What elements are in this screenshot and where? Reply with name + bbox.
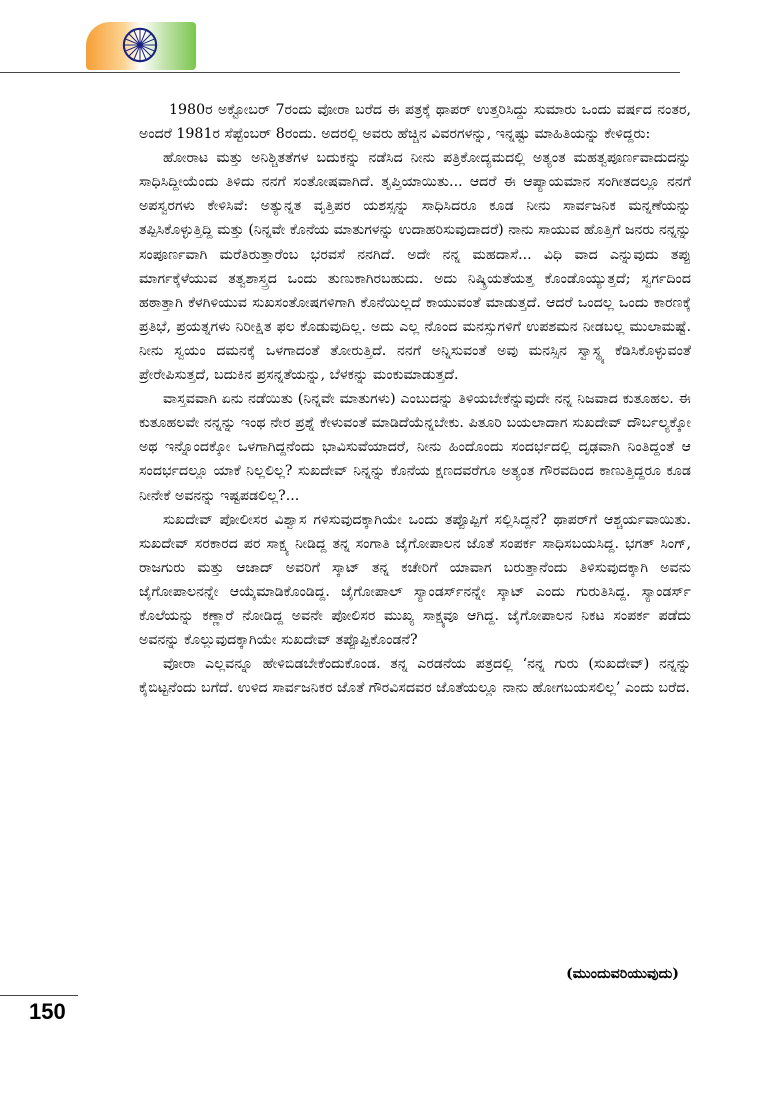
ashoka-chakra-icon [121,26,159,64]
header-rule [0,72,680,73]
paragraph: ಹೋರಾಟ ಮತ್ತು ಅನಿಶ್ಚಿತತೆಗಳ ಬದುಕನ್ನು ನಡೆಸಿದ ನೀನು ಪತ್ರಿಕೋದ್ಯಮದಲ್ಲಿ ಅತ್ಯಂತ ಮಹತ್ವಪೂರ್ಣವಾದುದನ್ನು ಸಾಧಿಸಿದ್ದೀಯೆಂದು ತಿಳಿದು ನನಗೆ ಸಂತೋಷವಾಗಿದೆ. ತೃಪ್ತಿಯಾಯಿತು... ಆದರೆ ಈ ಆಪ್ಯಾಯಮಾನ ಸಂಗೀತದಲ್ಲೂ ನನಗೆ ಅಪಸ್ವರಗಳು ಕೇಳಿಸಿವೆ: ಅತ್ಯುನ್ನತ ವೃತ್ತಿಪರ ಯಶಸ್ಸನ್ನು ಸಾಧಿಸಿದರೂ ಕೂಡ ನೀನು ಸಾರ್ವಜನಿಕ ಮನ್ನಣೆಯನ್ನು ತಪ್ಪಿಸಿಕೊಳ್ಳುತ್ತಿದ್ದಿ ಮತ್ತು (ನಿನ್ನವೇ ಕೊನೆಯ ಮಾತುಗಳನ್ನು ಉದಾಹರಿಸುವುದಾದರೆ) ನಾನು ಸಾಯುವ ಹೊತ್ತಿಗೆ ಜನರು ನನ್ನನ್ನು ಸಂಪೂರ್ಣವಾಗಿ ಮರೆತಿರುತ್ತಾರೆಂಬ ಭರವಸೆ ನನಗಿದೆ. ಅದೇ ನನ್ನ ಮಹದಾಸೆ... ವಿಧಿ ವಾದ ಎನ್ನುವುದು ತಪ್ಪು ಮಾರ್ಗಕ್ಕೆಳೆಯುವ ತತ್ವಶಾಸ್ತ್ರದ ಒಂದು ತುಣುಕಾಗಿರಬಹುದು. ಅದು ನಿಷ್ಕ್ರಿಯತೆಯತ್ತ ಕೊಂಡೊಯ್ಯುತ್ತದೆ; ಸ್ವರ್ಗದಿಂದ ಹಠಾತ್ತಾಗಿ ಕೆಳಗಿಳಿಯುವ ಸುಖಸಂತೋಷಗಳಿಗಾಗಿ ಕೊನೆಯಿಲ್ಲದೆ ಕಾಯುವಂತೆ ಮಾಡುತ್ತದೆ. ಆದರೆ ಒಂದಲ್ಲ ಒಂದು ಕಾರಣಕ್ಕೆ ಪ್ರತಿಭೆ, ಪ್ರಯತ್ನಗಳು ನಿರೀಕ್ಷಿತ ಫಲ ಕೊಡುವುದಿಲ್ಲ. ಅದು ಎಲ್ಲ ನೊಂದ ಮನಸ್ಸುಗಳಿಗೆ ಉಪಶಮನ ನೀಡಬಲ್ಲ ಮುಲಾಮಷ್ಟೆ. ನೀನು ಸ್ವಯಂ ದಮನಕ್ಕೆ ಒಳಗಾದಂತೆ ತೋರುತ್ತಿದೆ. ನನಗೆ ಅನ್ನಿಸುವಂತೆ ಅವು ಮನಸ್ಸಿನ ಸ್ವಾಸ್ಥ್ಯ ಕೆಡಿಸಿಕೊಳ್ಳುವಂತೆ ಪ್ರೇರೇಪಿಸುತ್ತದೆ, ಬದುಕಿನ ಪ್ರಸನ್ನತೆಯನ್ನು, ಬೆಳಕನ್ನು ಮಂಕುಮಾಡುತ್ತದೆ. [139,150,691,384]
paragraph: 1980ರ ಅಕ್ಟೋಬರ್ 7ರಂದು ವೋರಾ ಬರೆದ ಈ ಪತ್ರಕ್ಕೆ ಥಾಪರ್ ಉತ್ತರಿಸಿದ್ದು ಸುಮಾರು ಒಂದು ವರ್ಷದ ನಂತರ, ಅಂದರೆ 1981ರ ಸೆಪ್ಟೆಂಬರ್ 8ರಂದು. ಅದರಲ್ಲಿ ಅವರು ಹೆಚ್ಚಿನ ವಿವರಗಳನ್ನು, ಇನ್ನಷ್ಟು ಮಾಹಿತಿಯನ್ನು ಕೇಳಿದ್ದರು: [139,102,691,143]
paragraph: ವಾಸ್ತವವಾಗಿ ಏನು ನಡೆಯಿತು (ನಿನ್ನವೇ ಮಾತುಗಳು) ಎಂಬುದನ್ನು ತಿಳಿಯಬೇಕೆನ್ನುವುದೇ ನನ್ನ ನಿಜವಾದ ಕುತೂಹಲ. ಈ ಕುತೂಹಲವೇ ನನ್ನನ್ನು ಇಂಥ ನೇರ ಪ್ರಶ್ನೆ ಕೇಳುವಂತೆ ಮಾಡಿದೆಯೆನ್ನಬೇಕು. ಪಿತೂರಿ ಬಯಲಾದಾಗ ಸುಖದೇವ್ ದೌರ್ಬಲ್ಯಕ್ಕೋ ಅಥ ಇನ್ನೊಂದಕ್ಕೋ ಒಳಗಾಗಿದ್ದನೆಂದು ಭಾವಿಸುವೆಯಾದರೆ, ನೀನು ಹಿಂದೊಂದು ಸಂದರ್ಭದಲ್ಲಿ ದೃಢವಾಗಿ ನಿಂತಿದ್ದಂತೆ ಆ ಸಂದರ್ಭದಲ್ಲೂ ಯಾಕೆ ನಿಲ್ಲಲಿಲ್ಲ? ಸುಖದೇವ್ ನಿನ್ನನ್ನು ಕೊನೆಯ ಕ್ಷಣದವರೆಗೂ ಅತ್ಯಂತ ಗೌರವದಿಂದ ಕಾಣುತ್ತಿದ್ದರೂ ಕೂಡ ನೀನೇಕೆ ಅವನನ್ನು ಇಷ್ಟಪಡಲಿಲ್ಲ?... [139,391,691,504]
footer-rule [0,995,78,996]
article-body [139,98,691,700]
paragraph: ಸುಖದೇವ್ ಪೋಲೀಸರ ವಿಶ್ವಾಸ ಗಳಿಸುವುದಕ್ಕಾಗಿಯೇ ಒಂದು ತಪ್ಪೊಪ್ಪಿಗೆ ಸಲ್ಲಿಸಿದ್ದನೆ? ಥಾಪರ್‌ಗೆ ಆಶ್ಚರ್ಯವಾಯಿತು. ಸುಖದೇವ್ ಸರಕಾರದ ಪರ ಸಾಕ್ಷ್ಯ ನೀಡಿದ್ದ ತನ್ನ ಸಂಗಾತಿ ಜೈಗೋಪಾಲನ ಜೊತೆ ಸಂಪರ್ಕ ಸಾಧಿಸಬಯಸಿದ್ದ. ಭಗತ್ ಸಿಂಗ್, ರಾಜಗುರು ಮತ್ತು ಆಜಾದ್ ಅವರಿಗೆ ಸ್ಕಾಟ್ ತನ್ನ ಕಚೇರಿಗೆ ಯಾವಾಗ ಬರುತ್ತಾನೆಂದು ತಿಳಿಸುವುದಕ್ಕಾಗಿ ಅವನು ಜೈಗೋಪಾಲನನ್ನೇ ಆಯ್ಕೆಮಾಡಿಕೊಂಡಿದ್ದ. ಜೈಗೋಪಾಲ್ ಸ್ಯಾಂಡರ್ಸ್‌ನನ್ನೇ ಸ್ಕಾಟ್ ಎಂದು ಗುರುತಿಸಿದ್ದ. ಸ್ಯಾಂಡರ್ಸ್ ಕೊಲೆಯನ್ನು ಕಣ್ಣಾರೆ ನೋಡಿದ್ದ ಅವನೇ ಪೋಲಿಸರ ಮುಖ್ಯ ಸಾಕ್ಷ್ಯವೂ ಆಗಿದ್ದ. ಜೈಗೋಪಾಲನ ನಿಕಟ ಸಂಪರ್ಕ ಪಡೆದು ಅವನನ್ನು ಕೊಲ್ಲುವುದಕ್ಕಾಗಿಯೇ ಸುಖದೇವ್ ತಪ್ಪೊಪ್ಪಿಕೊಂಡನೆ? [139,511,691,649]
paragraph: ವೋರಾ ಎಲ್ಲವನ್ನೂ ಹೇಳಿಬಿಡಬೇಕೆಂದುಕೊಂಡ. ತನ್ನ ಎರಡನೆಯ ಪತ್ರದಲ್ಲಿ ‘ನನ್ನ ಗುರು (ಸುಖದೇವ್) ನನ್ನನ್ನು ಕೈಬಿಟ್ಟನೆಂದು ಬಗೆದೆ. ಉಳಿದ ಸಾರ್ವಜನಿಕರ ಜೊತೆ ಗೌರವಿಸದವರ ಜೊತೆಯಲ್ಲೂ ನಾನು ಹೋಗಬಯಸಲಿಲ್ಲ’ ಎಂದು ಬರೆದ. [139,656,691,697]
page-number: 150 [29,999,66,1024]
to-be-continued: (ಮುಂದುವರಿಯುವುದು) [566,966,679,982]
